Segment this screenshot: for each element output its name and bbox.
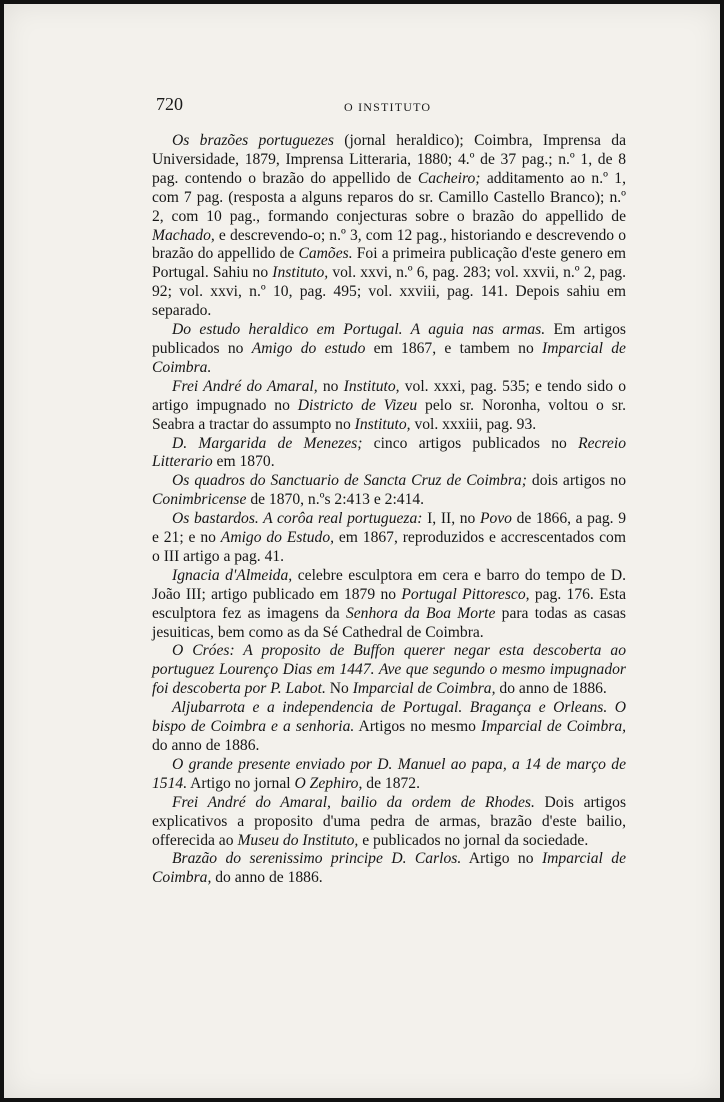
entry-estudo-heraldico bbox=[152, 321, 626, 378]
entry-text: no bbox=[317, 377, 344, 395]
entry-bastardos bbox=[152, 510, 626, 567]
entry-quadros-sanctuario bbox=[152, 472, 626, 510]
entry-italic: Amigo do estudo bbox=[251, 339, 366, 357]
entry-text: (jornal heraldico); Coimbra, Imprensa da Universidade, 1879, Imprensa Litteraria, 1880; 4.º de 37 pag.; n.º 1, de 8 pag. contendo o brazão do appellido de bbox=[152, 132, 626, 187]
entry-brazao-principe bbox=[152, 850, 626, 888]
entry-text: em 1867, reproduzidos e accrescentados com o III artigo a pag. 41. bbox=[152, 529, 626, 565]
entry-italic: Museu do Instituto, bbox=[237, 831, 359, 849]
entry-text: Artigos no mesmo bbox=[354, 718, 481, 736]
entry-italic: Portugal Pittoresco, bbox=[401, 585, 530, 603]
entry-italic: Machado, bbox=[152, 226, 215, 244]
entry-text: de 1870, n.ºs 2:413 e 2:414. bbox=[246, 491, 425, 509]
entry-grande-presente bbox=[152, 756, 626, 794]
entry-text: para todas as casas jesuiticas, bem como as da Sé Cathedral de Coimbra. bbox=[152, 604, 626, 641]
entry-ignacia-almeida bbox=[152, 567, 626, 643]
entry-italic: Cacheiro; bbox=[417, 169, 481, 187]
entry-title: Os bastardos. A corôa real portugueza: bbox=[172, 510, 423, 528]
bibliography-body bbox=[152, 132, 626, 888]
entry-italic: Senhora da Boa Morte bbox=[345, 604, 496, 622]
entry-text: em 1870. bbox=[212, 453, 275, 471]
entry-title: D. Margarida de Menezes; bbox=[172, 434, 363, 452]
entry-title: Frei André do Amaral, bbox=[172, 377, 318, 395]
entry-title: Aljubarrota e a independencia de Portugal. Bragança e Orleans. O bispo de Coimbra e a senhoria. bbox=[152, 699, 626, 736]
entry-title: Ignacia d'Almeida, bbox=[172, 566, 293, 584]
entry-title: Os quadros do Sanctuario de Sancta Cruz de Coimbra; bbox=[172, 472, 527, 490]
entry-brazoes-portuguezes bbox=[152, 132, 626, 321]
entry-title: O Cróes: A proposito de Buffon querer negar esta descoberta ao portuguez Lourenço Dias em 1447. Ave que segundo o mesmo impugnador foi descoberta por P. Labot. bbox=[152, 642, 626, 698]
entry-title: O grande presente enviado por D. Manuel ao papa, a 14 de março de 1514. bbox=[152, 755, 626, 792]
entry-margarida-menezes bbox=[152, 435, 626, 473]
entry-text: de 1866, a pag. 9 e 21; e no bbox=[152, 510, 626, 547]
entry-text: vol. xxvi, n.º 6, pag. 283; vol. xxvii, n.º 2, pag. 92; vol. xxvi, n.º 10, pag. 495; vol. xxviii, pag. 141. Depois sahiu em separado. bbox=[152, 264, 626, 320]
entry-text: e publicados no jornal da sociedade. bbox=[358, 831, 589, 849]
entry-text: Em artigos publicados no bbox=[152, 321, 626, 357]
entry-text: additamento ao n.º 1, com 7 pag. (resposta a alguns reparos do sr. Camillo Castello Branco); n.º 2, com 10 pag., formando conjecturas sobre o brazão do appellido de bbox=[152, 169, 626, 225]
entry-title: Frei André do Amaral, bailio da ordem de Rhodes. bbox=[172, 793, 535, 811]
entry-text: do anno de 1886. bbox=[495, 680, 607, 698]
entry-text: No bbox=[325, 680, 353, 698]
entry-text: e descrevendo-o; n.º 3, com 12 pag., historiando e descrevendo o brazão do appellido de bbox=[152, 226, 626, 263]
entry-italic: Instituto, bbox=[354, 415, 411, 433]
entry-text: I, II, no bbox=[422, 510, 480, 528]
entry-text: vol. xxxi, pag. 535; e tendo sido o artigo impugnado no bbox=[152, 377, 626, 414]
entry-italic: O Zephiro, bbox=[294, 774, 363, 792]
entry-text: Dois artigos explicativos a proposito d'uma pedra de armas, brazão d'este bailio, offerecida ao bbox=[152, 793, 627, 849]
entry-text: cinco artigos publicados no bbox=[362, 434, 579, 452]
entry-italic: Instituto, bbox=[343, 377, 400, 395]
entry-aljubarrota bbox=[152, 699, 626, 756]
entry-italic: Instituto, bbox=[272, 264, 329, 282]
entry-italic: Imparcial de Coimbra, bbox=[152, 850, 626, 887]
page-header bbox=[4, 94, 720, 118]
entry-text: Artigo no bbox=[461, 850, 542, 868]
page-number: 720 bbox=[156, 94, 183, 114]
entry-text: Foi a primeira publicação d'este genero em Portugal. Sahiu no bbox=[152, 245, 626, 282]
book-page bbox=[4, 4, 720, 1098]
entry-frei-andre-amaral bbox=[152, 378, 626, 435]
entry-italic: Recreio Litterario bbox=[152, 434, 626, 471]
entry-italic: Imparcial de Coimbra, bbox=[352, 680, 496, 698]
entry-croes bbox=[152, 642, 626, 699]
entry-title: Brazão do serenissimo principe D. Carlos. bbox=[172, 850, 462, 868]
entry-frei-andre-bailio bbox=[152, 794, 626, 851]
entry-italic: Imparcial de Coimbra. bbox=[152, 339, 626, 376]
entry-text: do anno de 1886. bbox=[152, 737, 260, 754]
entry-italic: Imparcial de Coimbra, bbox=[480, 718, 627, 736]
entry-text: de 1872. bbox=[362, 774, 420, 792]
entry-italic: Povo bbox=[479, 510, 512, 528]
entry-italic: Amigo do Estudo, bbox=[220, 529, 335, 547]
entry-text: vol. xxxiii, pag. 93. bbox=[410, 415, 537, 433]
running-title: O INSTITUTO bbox=[344, 100, 432, 114]
entry-text: Artigo no jornal bbox=[187, 774, 295, 792]
entry-text: dois artigos no bbox=[526, 472, 626, 490]
entry-italic: Conimbricense bbox=[152, 491, 247, 509]
entry-title: Os brazões portuguezes bbox=[172, 132, 334, 149]
entry-italic: Districto de Vizeu bbox=[297, 396, 418, 414]
entry-text: em 1867, e tambem no bbox=[365, 339, 543, 357]
entry-italic: Camões. bbox=[298, 245, 353, 263]
entry-text: do anno de 1886. bbox=[211, 869, 323, 887]
entry-text: pag. 176. Esta esculptora fez as imagens da bbox=[152, 585, 626, 622]
entry-title: Do estudo heraldico em Portugal. A aguia nas armas. bbox=[172, 321, 546, 339]
entry-text: celebre esculptora em cera e barro do tempo de D. João III; artigo publicado em 1879 no bbox=[152, 566, 627, 603]
entry-text: pelo sr. Noronha, voltou o sr. Seabra a tractar do assumpto no bbox=[152, 396, 626, 433]
